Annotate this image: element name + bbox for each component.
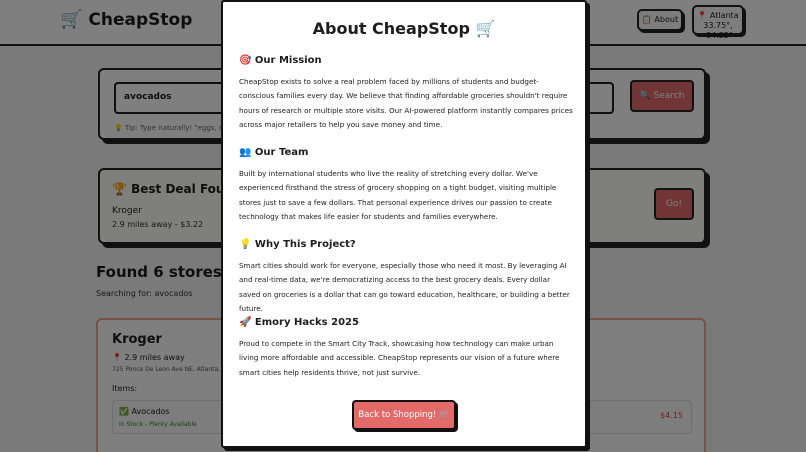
- modal-title: About CheapStop 🛒: [312, 19, 496, 38]
- back-to-shopping-button[interactable]: Back to Shopping! 🛒: [352, 400, 456, 430]
- mission-heading: 🎯 Our Mission: [239, 55, 322, 66]
- hackathon-text: Proud to compete in the Smart City Track, showcasing how technology can make urban living more affordable and accessible. CheapStop represents our vision of a future where smart cities help residents thrive, not just survive.: [239, 339, 560, 377]
- about-modal: [221, 0, 587, 448]
- why-heading: 💡 Why This Project?: [239, 239, 356, 250]
- team-text: Built by international students who live the reality of stretching every dollar. We've experienced firsthand the stress of grocery shopping on a tight budget, visiting multiple stores just to save a few dollars. That personal experience drives our passion to create technology that makes life easier for students and families everywhere.: [239, 169, 557, 222]
- team-heading: 👥 Our Team: [239, 147, 309, 158]
- mission-text: CheapStop exists to solve a real problem faced by millions of students and budget-conscious families every day. We believe that finding affordable groceries shouldn't require hours of research or multiple store visits. Our AI-powered platform instantly compares prices across major retailers to help you save money and time.: [239, 77, 573, 130]
- why-text: Smart cities should work for everyone, especially those who need it most. By leveraging AI and real-time data, we're democratizing access to the best grocery deals. Every dollar saved on groceries is a dollar that can go toward education, healthcare, or building a better future.: [239, 261, 570, 314]
- hackathon-heading: 🚀 Emory Hacks 2025: [239, 317, 359, 328]
